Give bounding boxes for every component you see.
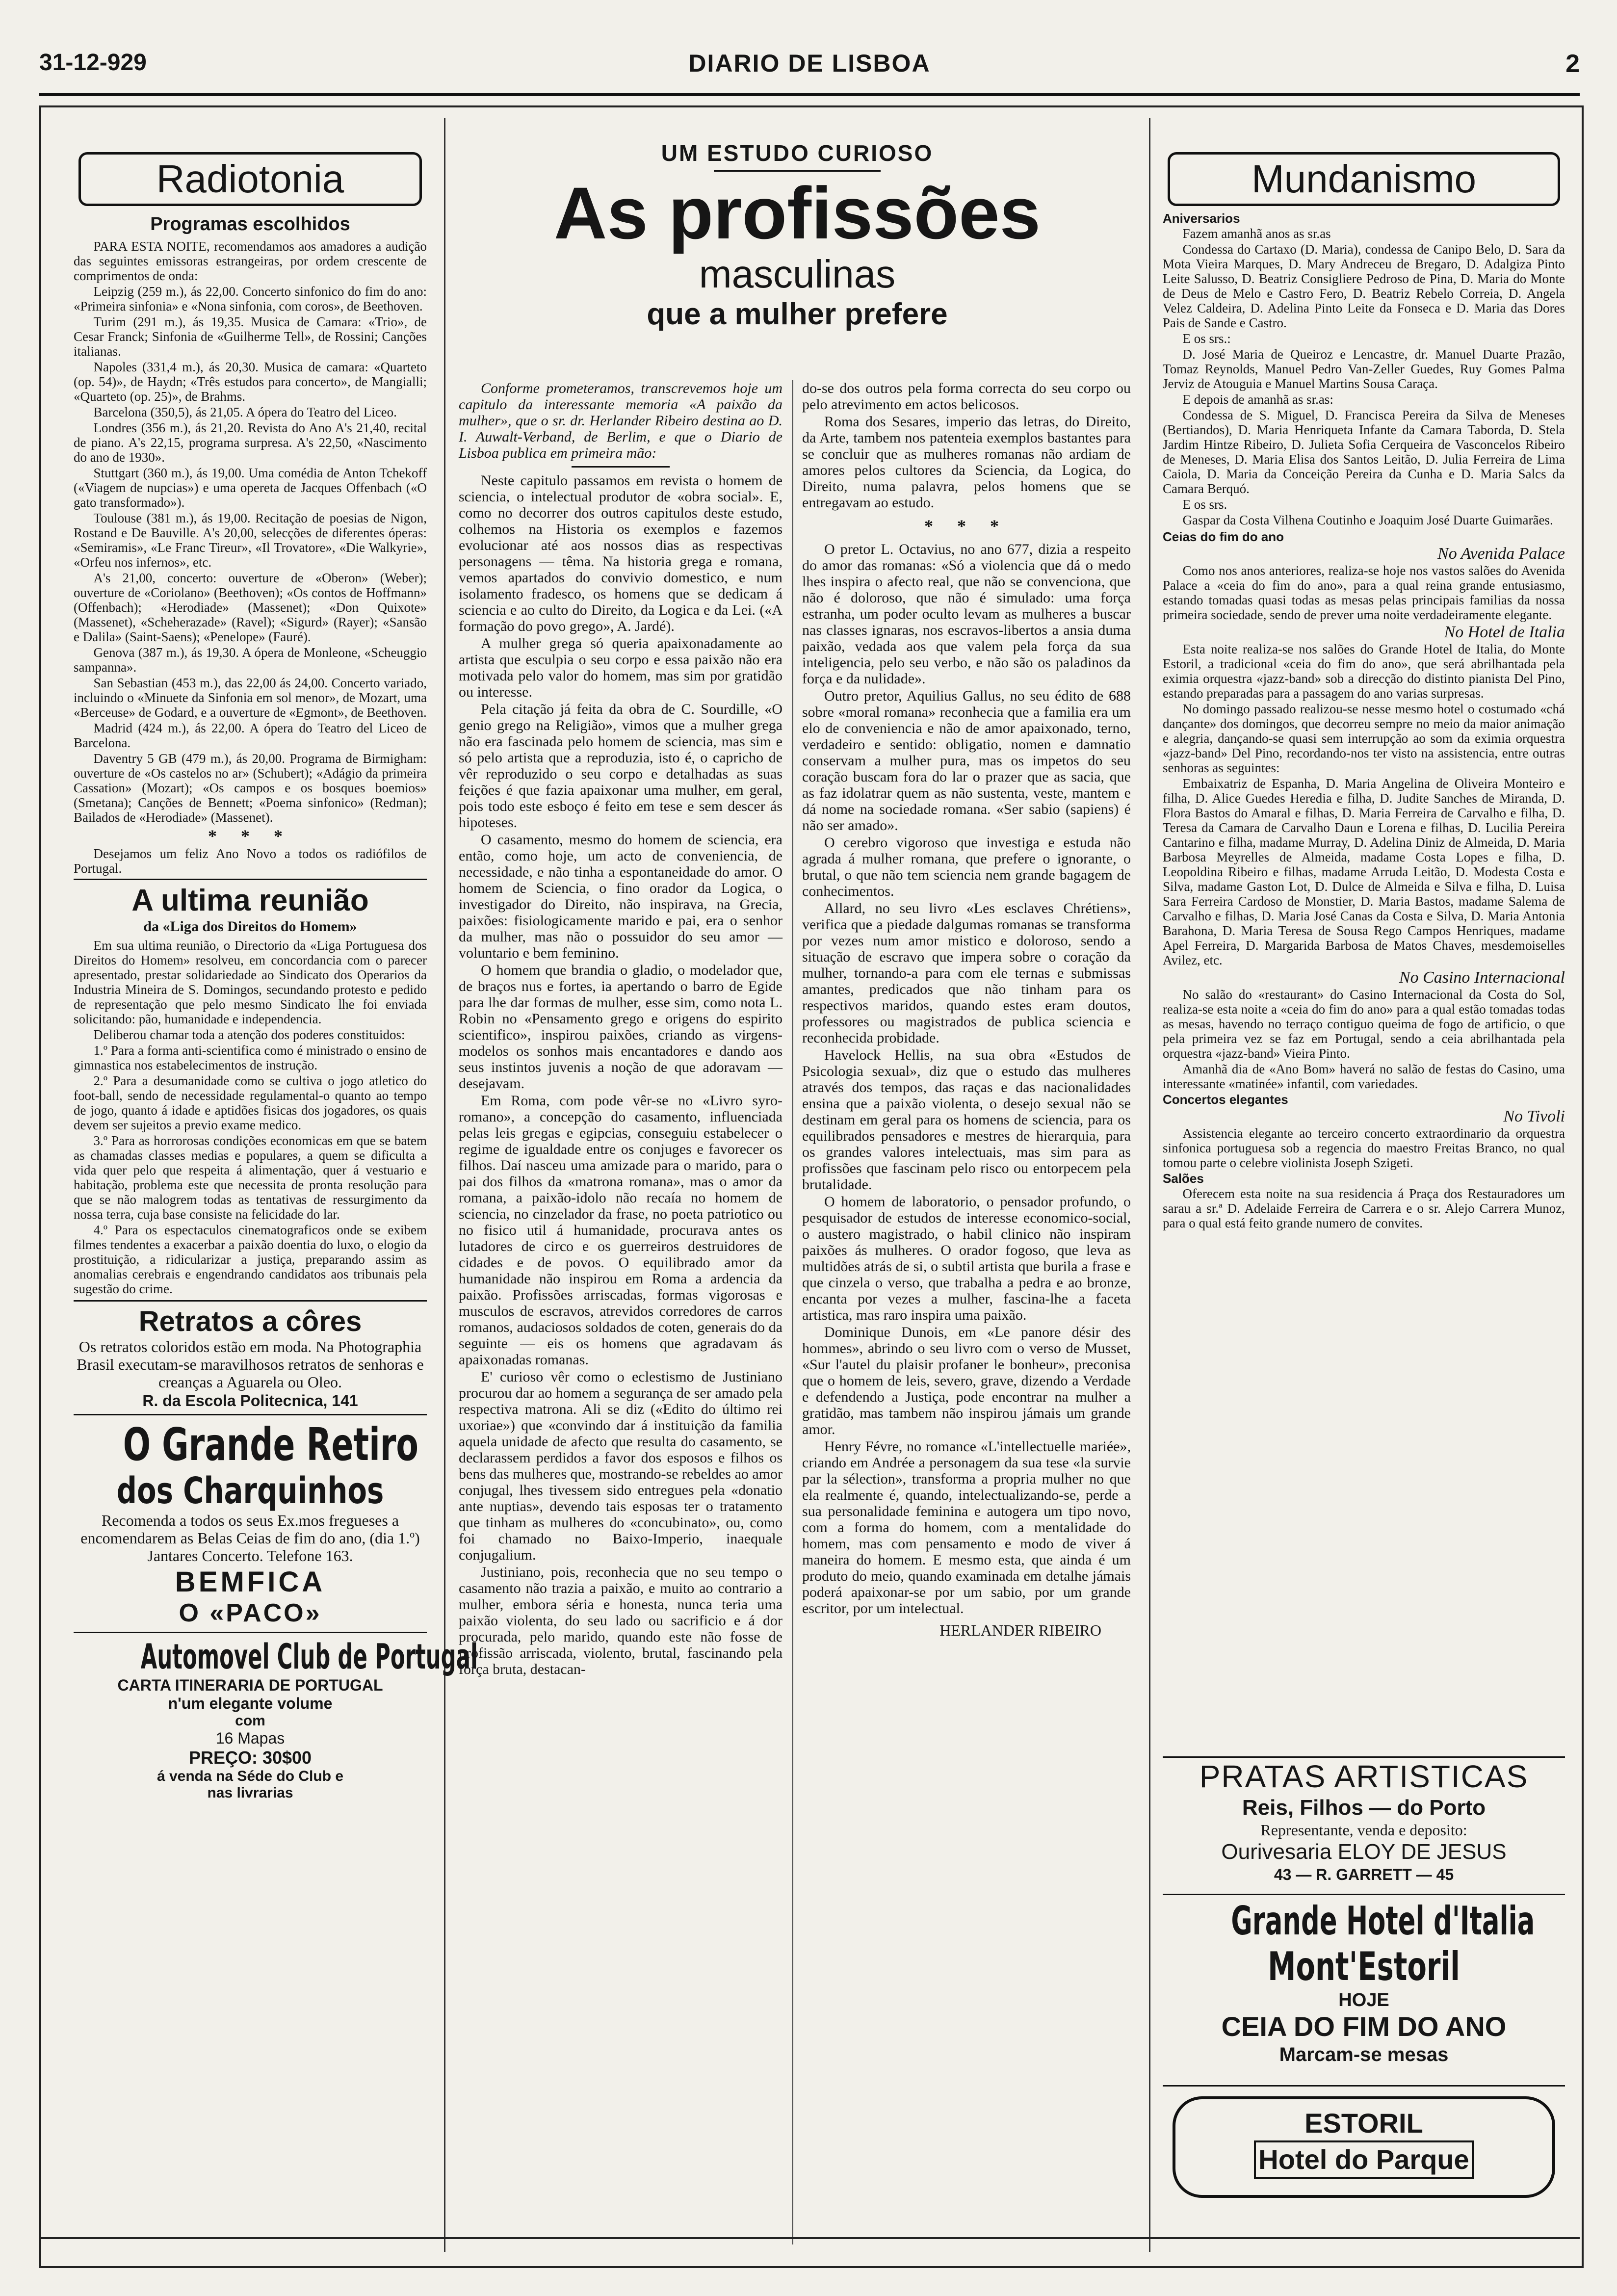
ad-hotel-italia <box>1163 1894 1565 2082</box>
column-rule <box>444 118 445 2252</box>
ad-automovel-subtitle: CARTA ITINERARIA DE PORTUGAL <box>117 1676 383 1694</box>
society-paragraph: Amanhã dia de «Ano Bom» haverá no salão de festas do Casino, uma interessante «matinée» infantil, com variedades. <box>1163 1062 1565 1091</box>
article-paragraph: O casamento, mesmo do homem de sciencia, era então, como hoje, um acto de conveniencia, de necessidade, e não tinha a espontaneidade do amor. O homem de Sciencia, o fino orador da Logica, o investigador do Direito, não inspirava, na Grecia, paixões: fisiologicamente marido e pai, era o senhor da mulher, mas não o possuidor do seu amor — voluntario e bem feminino. <box>459 832 782 961</box>
article-paragraph: Allard, no seu livro «Les esclaves Chrétiens», verifica que a piedade dalgumas romanas se transforma por vezes num amor mistico e doloroso, sendo a situação de escravo que impera sobre o coração da mulher, tornando-a para com ele ternas e submissas amantes, predicados que não tinham para os respectivos maridos, quando estes eram doutos, professores ou magistrados de publica sciencia e reconhecida probidade. <box>802 900 1131 1046</box>
ad-hotel-line: CEIA DO FIM DO ANO <box>1221 2011 1507 2042</box>
event-heading: No Tivoli <box>1503 1107 1565 1125</box>
ad-retiro-name: O «PACO» <box>179 1599 322 1627</box>
article-deck: que a mulher prefere <box>647 297 948 331</box>
article-paragraph: Em Roma, com pode vêr-se no «Livro syro-romano», a concepção do casamento, influenciada pelas leis gregas e egipcias, conseguiu estabelecer o regime de igualdade entre os conjuges e favorecer os filhos. Daí nasceu uma amizade para o marido, para o pai dos filhos da «matrona romana», mas o amor da romana, a paixão-idolo não recaía no homem de sciencia, no cinzelador da frase, no poeta patriotico ou no fisico util á humanidade, procurava antes os lutadores de circo e os guerreiros destruidores de cidades e de povos. O equilibrado amor da humanidade não inspirou em Roma a ardencia da paixão. Profissões arriscadas, formas vigorosas e musculos de escravos, atrevidos corredores de carros romanos, audaciosos soldados de coten, generais do da seguinte — eis os homens que agradavam ás apaixonadas romanas. <box>459 1093 782 1368</box>
article-paragraph: Dominique Dunois, em «Le panore désir des hommes», abrindo o seu livro com o verso de Musset, «Sur l'autel du plaisir profaner le bonheur», preconisa que o homem de leis, severo, grave, dizendo a Verdade e defendendo a Justiça, pode encontrar na mulher a gratidão, mas tambem não inspirou jámais um grande amor. <box>802 1324 1131 1437</box>
ad-hotel-line: Marcam-se mesas <box>1279 2044 1449 2065</box>
radio-paragraph: Toulouse (381 m.), ás 19,00. Recitação de poesias de Nigon, Rostand e De Bauville. A's 20,00, selecções de diferentes óperas: «Semiramis», «Le Franc Tireur», «Il Trovatore», «Die Walkyrie», «Orfeu nos infernos», etc. <box>74 511 427 570</box>
ad-pratas-line: Representante, venda e deposito: <box>1260 1821 1467 1839</box>
radio-paragraph: Londres (356 m.), ás 21,20. Revista do Ano A's 21,40, recital de piano. A's 22,15, programa surpresa. A's 22,50, «Nascimento do ano de 1930». <box>74 420 427 465</box>
article-paragraph: E' curioso vêr como o eclestismo de Justiniano procurou dar ao homem a segurança de ser amado pela respectiva matrona. Ali se diz («Edito do último rei uxoriae») que «convindo dar á instituição da familia aquela unidade de afecto que resulta do casamento, se declarassem perdidos a favor dos esposos e filhos os bens das mulheres que, mostrando-se rebeldes ao amor conjugal, lhes tivessem sido entregues pela «donatio ante nuptias», devendo tais esposas ter o tratamento que tinham as mulheres do «concubinato», ou, como foi chamado no Baixo-Imperio, inaequale conjugalium. <box>459 1369 782 1563</box>
radio-paragraph: Barcelona (350,5), ás 21,05. A ópera do Teatro del Liceo. <box>93 405 397 419</box>
society-paragraph: No salão do «restaurant» do Casino Internacional da Costa do Sol, realiza-se esta noite a «ceia do fim do ano» para a qual estão tomadas todas as mesas, havendo no terraço contiguo queima de fogo de artificio, o que pela primeira vez se faz em Portugal, sendo a ceia abrilhantada pela orquestra «jazz-band» Vieira Pinto. <box>1163 987 1565 1061</box>
ad-automovel-line: á venda na Séde do Club e <box>156 1768 344 1784</box>
event-heading: No Casino Internacional <box>1399 968 1565 987</box>
ad-pratas-line: Ourivesaria ELOY DE JESUS <box>1221 1840 1507 1864</box>
article-intro: Conforme prometeramos, transcrevemos hoje um capitulo da interessante memoria «A paixão da mulher», que o sr. dr. Herlander Ribeiro destina ao D. I. Auwalt-Verband, de Berlim, e que o Diario de Lisboa publica em primeira mão: <box>459 380 782 461</box>
masthead-date: 31-12-929 <box>39 50 147 76</box>
ad-retiro-body: Recomenda a todos os seus Ex.mos fregueses a encomendarem as Belas Ceias de fim do ano, (dia 1.º) Jantares Concerto. Telefone 163. <box>80 1512 420 1565</box>
society-paragraph: Condessa do Cartaxo (D. Maria), condessa de Canipo Belo, D. Sara da Mota Vieira Marques, D. Mary Andreceu de Bregaro, D. Adalgiza Pinto Leite Salusso, D. Beatriz Consigliere Pedroso de Pina, D. Maria do Monte de Deus de Melo e Castro Fero, D. Beatriz Rebelo Correia, D. Angela Velez Caldeira, D. Adelina Pinto Leite da Fonseca e D. Maria das Dores Pais de Sande e Castro. <box>1163 242 1565 330</box>
article-byline: HERLANDER RIBEIRO <box>939 1621 1101 1639</box>
ad-retratos-title: Retratos a côres <box>138 1305 362 1337</box>
section-divider <box>74 1300 427 1302</box>
society-paragraph: E depois de amanhã as sr.as: <box>1182 392 1333 407</box>
ad-automovel-club <box>74 1637 478 1801</box>
masthead <box>39 49 1580 83</box>
ad-automovel-line: 16 Mapas <box>215 1729 285 1747</box>
ad-grande-retiro <box>74 1419 427 1628</box>
article-column-rule <box>792 380 793 2244</box>
ad-retiro-title: O Grande Retiro <box>123 1418 418 1471</box>
event-heading: No Avenida Palace <box>1437 545 1565 563</box>
ad-automovel-line: n'um elegante volume <box>168 1695 333 1712</box>
page-number: 2 <box>1565 50 1580 78</box>
ad-estoril <box>1163 2085 1565 2204</box>
section-divider <box>74 879 427 880</box>
concerts-heading: Concertos elegantes <box>1163 1092 1288 1107</box>
masthead-rule <box>39 93 1580 96</box>
radio-paragraph: Madrid (424 m.), ás 22,00. A ópera do Teatro del Liceo de Barcelona. <box>74 721 427 750</box>
radio-paragraph: Leipzig (259 m.), ás 22,00. Concerto sinfonico do fim do ano: «Primeira sinfonia» e «Nona sinfonia, com coros», de Beethoven. <box>74 284 427 313</box>
article-paragraph: Justiniano, pois, reconhecia que no seu tempo o casamento não trazia a paixão, e muito ao contrario a mulher, embora séria e honesta, nunca teria uma paixão violenta, do seu lado ou sacrificio e á dor procurada, pelo marido, quando este não fosse de profissão arriscada, violento, brutal, fascinando pela força bruta, destacan- <box>459 1564 782 1677</box>
meeting-subtitle: da «Liga dos Direitos do Homem» <box>143 918 357 935</box>
article-paragraph: Roma dos Sesares, imperio das letras, do Direito, da Arte, tambem nos patenteia exemplos bastantes para se concluir que as mulheres romanas não ardiam de amores pelos cultores da Sciencia, da Logica, do Direito, numa palavra, pelos homens que se entregavam ao estudo. <box>802 414 1131 511</box>
ad-hotel-line: HOJE <box>1338 1990 1389 2010</box>
radio-paragraph: Turim (291 m.), ás 19,35. Musica de Camara: «Trio», de Cesar Franck; Sinfonia de «Guilherme Tell», de Rossini; Canções italianas. <box>74 314 427 359</box>
ad-pratas-line: Reis, Filhos — do Porto <box>1242 1796 1486 1820</box>
article-paragraph: Henry Févre, no romance «L'intellectuelle mariée», criando em Andrée a personagem da sua tese «la survie par la sélection», transforma a propria mulher no que ela realmente é, quando, intelectualizando-se, perde a sua personalidade feminina e autogera um tipo novo, com a forma do homem, com a mentalidade do homem, mas com pensamento e modo de viver á maneira do homem. E mesmo esta, que ainda é um produto do meio, quando examinada em detalhe jámais poderá apaixonar-se por um sabio, por um grande escritor, por um intelectual. <box>802 1438 1131 1617</box>
meeting-paragraph: 1.º Para a forma anti-scientifica como é ministrado o ensino de gimnastica nos estabelecimentos de instrução. <box>74 1043 427 1072</box>
feature-article <box>459 140 1136 2254</box>
society-paragraph: Como nos anos anteriores, realiza-se hoje nos vastos salões do Avenida Palace a «ceia do fim do ano», para a qual reina grande entusiasmo, estando tomadas quasi todas as mesas pelas principais familias da nossa primeira sociedade, sendo de prever uma noite verdadeiramente elegante. <box>1163 563 1565 622</box>
left-column <box>74 142 478 2252</box>
meeting-paragraph: Deliberou chamar toda a atenção dos poderes constituidos: <box>93 1027 405 1042</box>
article-paragraph: A mulher grega só queria apaixonadamente ao artista que esculpia o seu corpo e essa paixão não era motivada pelo valor do homem, mas sim por gratidão ou interesse. <box>459 635 782 700</box>
society-paragraph: No domingo passado realizou-se nesse mesmo hotel o costumado «chá dançante» dos domingos, que decorreu sempre no meio da maior animação e alegria, dançando-se quasi sem interrupção ao som da eximia orquestra «jazz-band» Del Pino, recordando-nos ter visto na assistencia, entre outras senhoras as seguintes: <box>1163 702 1565 775</box>
society-paragraph: Condessa de S. Miguel, D. Francisca Pereira da Silva de Meneses (Bertiandos), D. Maria Henriqueta Infante da Camara Taborda, D. Stela Jardim Hintze Ribeiro, D. Julieta Sofia Cerqueira de Vasconcelos Ribeiro de Meneses, D. Maria Elisa dos Santos Leitão, D. Julia Ferreira de Lima Caiola, D. Maria da Conceição Pereira da Cunha e D. Maria Salcs da Camara Berquó. <box>1163 408 1565 496</box>
meeting-title: A ultima reunião <box>131 884 369 917</box>
article-kicker: UM ESTUDO CURIOSO <box>661 140 934 166</box>
article-column-1 <box>459 380 782 2254</box>
bottom-rule <box>39 2237 1580 2239</box>
article-headline: As profissões <box>554 172 1041 254</box>
article-subheadline: masculinas <box>699 252 896 296</box>
society-paragraph: Esta noite realiza-se nos salões do Grande Hotel de Italia, do Monte Estoril, a tradicional «ceia do fim do ano», que será abrilhantada pela eximia orquestra «jazz-band» sob a direcção do distinto pianista Del Pino, estando preparadas para a passagem do ano varias surpresas. <box>1163 642 1565 701</box>
radio-paragraph: Genova (387 m.), ás 19,30. A ópera de Monleone, «Scheuggio sampanna». <box>74 645 427 675</box>
meeting-paragraph: 3.º Para as horrorosas condições economicas em que se batem as chamadas classes medias e populares, a quem se dificulta a vida quer pelo que respeita á alimentação, quer á vestuario e habitação, problema este que necessita de pronta resolução para que se não malogrem todas as tentativas de ressurgimento da nossa terra, cuja base consiste na felicidade do lar. <box>74 1133 427 1222</box>
masthead-title: DIARIO DE LISBOA <box>688 50 931 77</box>
article-paragraph: O pretor L. Octavius, no ano 677, dizia a respeito do amor das romanas: «Só a violencia que dá o medo lhes inspira o afecto real, que não se convenciona, que não é doloroso, que não é simulado: uma força estranha, um poder oculto levam as mulheres a buscar nas classes ignaras, nos escravos-libertos a ansia duma paixão, vedada aos que valem pela força da sua inteligencia, pelo seu verbo, e não são os paladinos da força e da nulidade». <box>802 541 1131 687</box>
column-rule <box>1149 118 1150 2252</box>
society-paragraph: Oferecem esta noite na sua residencia á Praça dos Restauradores um sarau a sr.ª D. Adelaide Ferreira de Carrera e o sr. Alejo Carrera Munoz, para o qual está feito grande numero de convites. <box>1163 1186 1565 1230</box>
section-divider <box>74 1414 427 1415</box>
stars-divider: * * * <box>208 826 292 846</box>
society-paragraph: Fazem amanhã anos as sr.as <box>1182 226 1331 241</box>
section-divider <box>74 1632 427 1633</box>
radio-paragraph: PARA ESTA NOITE, recomendamos aos amadores a audição das seguintes emissoras estrangeiras, por ordem crescente de comprimentos de onda: <box>74 239 427 283</box>
ad-pratas <box>1163 1756 1565 1890</box>
ad-estoril-line: ESTORIL <box>1304 2108 1423 2139</box>
article-paragraph: Pela citação já feita da obra de C. Sourdille, «O genio grego na Religião», vimos que a mulher grega não era fascinada pelo homem de sciencia, mas sim e só pelo artista que a reproduzia, isto é, o capricho de vêr reproduzido o seu corpo e detalhadas as suas feições é que fazia apaixonar uma mulher, em geral, pois todo este esboço é feito em tese e sem descer ás hipoteses. <box>459 701 782 831</box>
radio-program-list <box>74 239 427 825</box>
ad-retiro-place: BEMFICA <box>175 1566 326 1598</box>
society-paragraph: E os srs. <box>1182 497 1227 512</box>
article-paragraph: O cerebro vigoroso que investiga e estuda não agrada á mulher romana, que prefere o ignorante, o brutal, o que não tem sciencia nem grande bagagem de conhecimentos. <box>802 835 1131 899</box>
saloes-heading: Salões <box>1163 1171 1204 1186</box>
stars-divider: * * * <box>924 516 1009 536</box>
meeting-paragraph: 4.º Para os espectaculos cinematograficos onde se exibem filmes tendentes a exacerbar a paixão doentia do luxo, o elogio da prostituição, a ridicularizar a justiça, preparando assim as anomalias cerebrais e engendrando candidatos aos tribunais pela sugestão do crime. <box>74 1223 427 1296</box>
radio-paragraph: Daventry 5 GB (479 m.), ás 20,00. Programa de Birmigham: ouverture de «Os castelos no ar» (Schubert); «Adágio da primeira Cassation» (Mozart); «Os campos e os bosques boemios» (Smetana); Canções de Bennett; «Poema sinfonico» (Redman); Bailados de «Herodiade» (Massenet). <box>74 751 427 825</box>
ad-hotel-place: Mont'Estoril <box>1268 1944 1460 1989</box>
ad-automovel-line: com <box>235 1713 265 1729</box>
radio-section-title: Radiotonia <box>78 152 422 206</box>
radio-paragraph: A's 21,00, concerto: ouverture de «Oberon» (Weber); ouverture de «Coriolano» (Beethoven); «Os contos de Hoffmann» (Offenbach); «Herodiade» (Massenet); «Don Quixote» (Massenet), «Scheherazade» (Ravel); «Sigurd» (Rayer); «Sansão e Dalila» (Saint-Saens); «Penelope» (Fauré). <box>74 571 427 644</box>
ceias-heading: Ceias do fim do ano <box>1163 529 1284 544</box>
ad-hotel-name: Grande Hotel d'Italia <box>1231 1898 1535 1944</box>
ad-estoril-frame <box>1173 2096 1555 2198</box>
society-paragraph: Embaixatriz de Espanha, D. Maria Angelina de Oliveira Monteiro e filha, D. Alice Guedes Heredia e filha, D. Judite Sanches de Miranda, D. Flora Bastos do Amaral e filhas, D. Maria Ferreira de Carvalho e filha, D. Teresa da Camara de Carvalho Daun e Lorena e filhas, D. Lucilia Pereira Cantarino e filha, madame Murray, D. Adelina Diniz de Almeida, D. Maria Barbosa Meyrelles de Almeida, madame Costa Lopes e filha, D. Leopoldina Ribeiro e filhas, madame Arruda Leitão, D. Modesta Costa e Silva, madame Gaston Lot, D. Dulce de Almeida e Silva e filha, D. Luisa Sara Ferreira Cardoso de Monstier, D. Maria Bastos, madame Salema de Carvalho e filhas, D. Maria José Canas da Costa e Silva, D. Maria Antonia Barahona, D. Maria Teresa de Sousa Rego Campos Henriques, madame Apel Ferreira, D. Margarida Barbosa de Matos Chaves, mesdemoiselles Avilez, etc. <box>1163 776 1565 967</box>
event-heading: No Hotel de Italia <box>1444 623 1565 641</box>
article-paragraph: Outro pretor, Aquilius Gallus, no seu édito de 688 sobre «moral romana» reconhecia que a familia era um elo de conveniencia e não de amor apaixonado, terno, verdadeiro e sentido: obligatio, nomen e damnatio conservam a mulher pura, mas os impetos do seu coração buscam fora do lar o prazer que as sacia, que as faz idolatrar quem as não sustenta, veste, mantem e dá nome na sociedade romana. «Ser sabio (sapiens) é não ser amado». <box>802 688 1131 834</box>
article-paragraph: Havelock Hellis, na sua obra «Estudos de Psicologia sexual», diz que o estudo das mulheres através dos tempos, das raças e das nacionalidades ensina que a paixão violenta, o desejo sexual não se destinam em geral para os homens de sciencia, para os equilibrados pensadores e mestres de hierarquia, para os grandes valores intelectuais, mas sim para as profissões que fascinam pelo risco ou entorpecem pela brutalidade. <box>802 1047 1131 1193</box>
ad-automovel-line: nas livrarias <box>207 1785 293 1801</box>
society-paragraph: D. José Maria de Queiroz e Lencastre, dr. Manuel Duarte Prazão, Tomaz Reynolds, Manuel Pedro Van-Zeller Guedes, Ruy Gomes Palma Jerviz de Atouguia e Manuel Martins Sousa Caraça. <box>1163 347 1565 391</box>
ad-retiro-subtitle: dos Charquinhos <box>116 1470 384 1512</box>
article-paragraph: O homem que brandia o gladio, o modelador que, de braços nus e fortes, ia apertando o barro de Egide para lhe dar formas de mulher, esse sim, como nota L. Robin no «Pensamento grego e origens do espirito scientifico», inspirou paixões, criando as virgens-modelos os sonhos mais encantadores e dando aos seus instintos juvenis a noção de que adoravam — desejavam. <box>459 962 782 1092</box>
intro-rule <box>572 466 670 468</box>
ad-automovel-price: PREÇO: 30$00 <box>188 1748 312 1768</box>
ad-pratas-address: 43 — R. GARRETT — 45 <box>1274 1866 1454 1883</box>
anniversaries-heading: Aniversarios <box>1163 211 1240 226</box>
society-paragraph: Assistencia elegante ao terceiro concerto extraordinario da orquestra sinfonica portuguesa sob a regencia do maestro Freitas Branco, no qual tomou parte o celebre violinista Joseph Szigeti. <box>1163 1126 1565 1170</box>
society-section-title: Mundanismo <box>1168 152 1560 206</box>
ad-estoril-line: Hotel do Parque <box>1254 2140 1474 2179</box>
society-paragraph: E os srs.: <box>1182 331 1231 346</box>
radio-paragraph: Stuttgart (360 m.), ás 19,00. Uma comédia de Anton Tchekoff («Viagem de nupcias») e uma opereta de Jacques Offenbach («O gato transformado»). <box>74 466 427 510</box>
article-column-2 <box>802 380 1131 2254</box>
article-paragraph: do-se dos outros pela forma correcta do seu corpo ou pelo atrevimento em actos belicosos. <box>802 380 1131 413</box>
meeting-paragraph: Em sua ultima reunião, o Directorio da «Liga Portuguesa dos Direitos do Homem» resolveu, em concordancia com o parecer apresentado, prestar solidariedade ao Sindicato dos Operarios da Industria Mineira de S. Domingos, secundando protesto e pedido de representação que pelo mesmo Sindicato lhe foi enviada solicitando: pão, humanidade e independencia. <box>74 938 427 1026</box>
society-paragraph: Gaspar da Costa Vilhena Coutinho e Joaquim José Duarte Guimarães. <box>1182 513 1553 527</box>
radio-subtitle: Programas escolhidos <box>150 214 350 235</box>
radio-closing: Desejamos um feliz Ano Novo a todos os radiófilos de Portugal. <box>74 846 427 876</box>
ad-retratos <box>74 1305 427 1410</box>
ad-pratas-title: PRATAS ARTISTICAS <box>1199 1759 1529 1794</box>
radio-paragraph: Napoles (331,4 m.), ás 20,30. Musica de camara: «Quarteto (op. 54)», de Haydn; «Três estudos para concerto», de Mangialli; «Quarteto (op. 25)», de Brahms. <box>74 360 427 404</box>
ad-retratos-body: Os retratos coloridos estão em moda. Na Photographia Brasil executam-se maravilhosos retratos de senhoras e creanças a Aguarela ou Oleo. <box>77 1338 424 1391</box>
article-paragraph: Neste capitulo passamos em revista o homem de sciencia, o intelectual produtor de «obra social». E, como no decorrer dos outros capitulos deste estudo, colhemos na Historia os exemplos e fazemos evolucionar até aos nossos dias as respectivas personagens — têma. Na historia grega e romana, vemos apartados do convivio domestico, e num isolamento fradesco, os homens que se dedicam á sciencia e ao culto do Direito, da Logica e da Lei. («A formação do povo grego», A. Jardé). <box>459 472 782 634</box>
ad-retratos-address: R. da Escola Politecnica, 141 <box>142 1392 358 1409</box>
article-paragraph: O homem de laboratorio, o pensador profundo, o pesquisador de estudos de interesse economico-social, o austero magistrado, o habil clinico não inspiram paixões ás mulheres. O orador fogoso, que leva as multidões atrás de si, o subtil artista que burila a frase e que cinzela o verso, que trabalha a pedra e ao bronze, encanta por vezes a mulher, fascina-lhe a faceta artistica, mas raro inspira uma paixão. <box>802 1194 1131 1323</box>
ad-automovel-title: Automovel Club de Portugal <box>140 1637 478 1677</box>
radio-paragraph: San Sebastian (453 m.), das 22,00 ás 24,00. Concerto variado, incluindo o «Minuete da Sinfonia em sol menor», de Mozart, uma «Berceuse» de Godard, e a ouverture de «Egmont», de Beethoven. <box>74 676 427 720</box>
meeting-paragraph: 2.º Para a desumanidade como se cultiva o jogo atletico do foot-ball, sendo de necessidade regulamental-o quanto ao tempo de jogo, quanto á idade e aptidões fisicas dos jogadores, os quais devem ser sujeitos a previo exame medico. <box>74 1073 427 1132</box>
